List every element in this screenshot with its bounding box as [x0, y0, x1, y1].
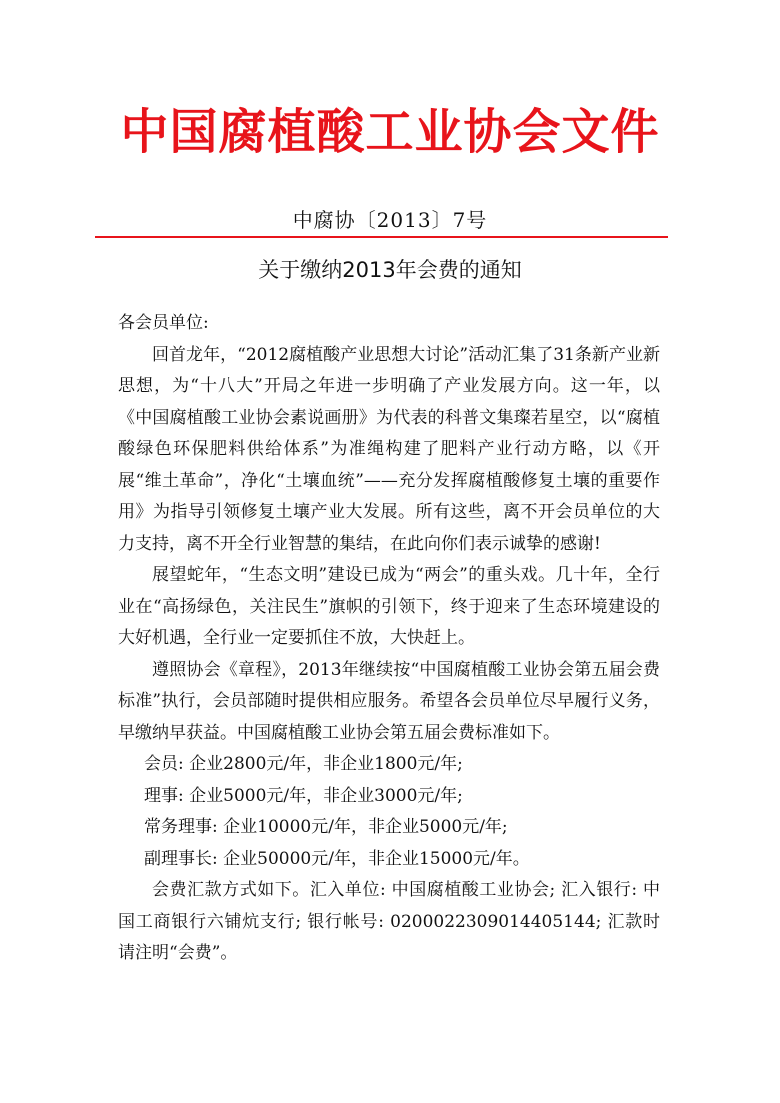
- fee-executive-director: 常务理事: 企业10000元/年，非企业5000元/年;: [144, 817, 508, 837]
- paragraph-charter: 遵照协会《章程》，2013年继续按“中国腐植酸工业协会第五届会费标准”执行，会员部随时提供相应服务。希望各会员单位尽早履行义务，早缴纳早获益。中国腐植酸工业协会第五届会费标准如下。: [118, 659, 660, 743]
- org-document-header: 中国腐植酸工业协会文件: [120, 104, 660, 160]
- document-number: 中腐协〔2013〕7号: [292, 208, 488, 232]
- fee-director: 理事: 企业5000元/年，非企业3000元/年;: [144, 785, 463, 806]
- red-divider-rule: [95, 236, 668, 238]
- fee-vice-president: 副理事长: 企业50000元/年，非企业15000元/年。: [144, 848, 530, 869]
- payment-instructions: 会费汇款方式如下。汇入单位: 中国腐植酸工业协会; 汇入银行: 中国工商银行六铺炕支行; 银行帐号: 0200022309014405144; 汇款时请注明“会费”。: [118, 880, 660, 963]
- notice-title: 关于缴纳2013年会费的通知: [258, 258, 522, 282]
- paragraph-outlook: 展望蛇年，“生态文明”建设已成为“两会”的重头戏。几十年，全行业在“高扬绿色，关注民生”旗帜的引领下，终于迎来了生态环境建设的大好机遇，全行业一定要抓住不放，大快赶上。: [118, 565, 660, 648]
- salutation: 各会员单位:: [118, 313, 209, 333]
- paragraph-review: 回首龙年，“2012腐植酸产业思想大讨论”活动汇集了31条新产业新思想，为“十八大”开局之年进一步明确了产业发展方向。这一年，以《中国腐植酸工业协会素说画册》为代表的科普文集璨若星空，以“腐植酸绿色环保肥料供给体系”为准绳构建了肥料产业行动方略，以《开展“维土革命”，净化“土壤血统”——充分发挥腐植酸修复土壤的重要作用》为指导引领修复土壤产业大发展。所有这些，离不开会员单位的大力支持，离不开全行业智慧的集结，在此向你们表示诚挚的感谢!: [118, 344, 660, 554]
- fee-member: 会员: 企业2800元/年，非企业1800元/年;: [144, 754, 463, 774]
- notice-body: [118, 308, 660, 970]
